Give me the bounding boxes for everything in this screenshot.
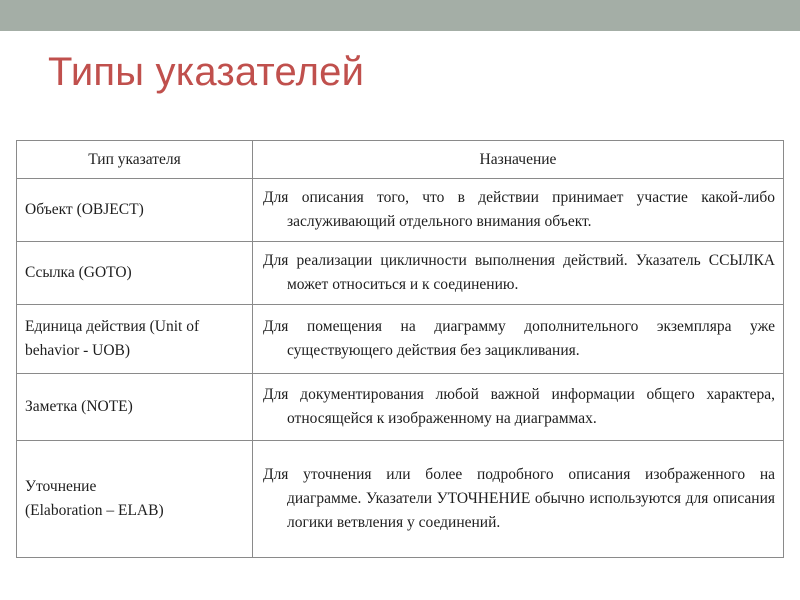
purpose-cell — [253, 242, 784, 305]
purpose-cell — [253, 374, 784, 441]
slide-top-bar — [0, 0, 800, 31]
header-pointer-type: Тип указателя — [17, 141, 253, 179]
pointer-type-line: Уточнение — [25, 478, 97, 495]
pointer-type-line: (Elaboration – ELAB) — [25, 502, 164, 519]
pointer-type-cell: Объект (OBJECT) — [17, 179, 253, 242]
header-purpose: Назначение — [253, 141, 784, 179]
purpose-cell — [253, 179, 784, 242]
pointer-type-cell: Заметка (NOTE) — [17, 374, 253, 441]
pointer-types-table — [16, 140, 784, 558]
slide-title: Типы указателей — [48, 50, 365, 94]
purpose-text: Для документирования любой важной информации общего характера, относящейся к изображенному на диаграммах. — [263, 386, 775, 427]
pointer-type-cell: Единица действия (Unit of behavior - UOB) — [17, 305, 253, 374]
table-row — [17, 305, 784, 374]
table-row — [17, 374, 784, 441]
purpose-text: Для описания того, что в действии принимает участие какой-либо заслуживающий отдельного внимания объект. — [263, 189, 775, 230]
purpose-cell — [253, 441, 784, 558]
table-row — [17, 441, 784, 558]
pointer-type-cell — [17, 441, 253, 558]
purpose-text: Для уточнения или более подробного описания изображенного на диаграмме. Указатели УТОЧНЕНИЕ обычно используются для описания логики ветвления у соединений. — [263, 466, 775, 531]
pointer-type-cell: Ссылка (GOTO) — [17, 242, 253, 305]
table-row — [17, 179, 784, 242]
table-header-row — [17, 141, 784, 179]
purpose-text: Для помещения на диаграмму дополнительного экземпляра уже существующего действия без зацикливания. — [263, 318, 775, 359]
purpose-text: Для реализации цикличности выполнения действий. Указатель ССЫЛКА может относиться и к соединению. — [263, 252, 775, 293]
table-row — [17, 242, 784, 305]
purpose-cell — [253, 305, 784, 374]
